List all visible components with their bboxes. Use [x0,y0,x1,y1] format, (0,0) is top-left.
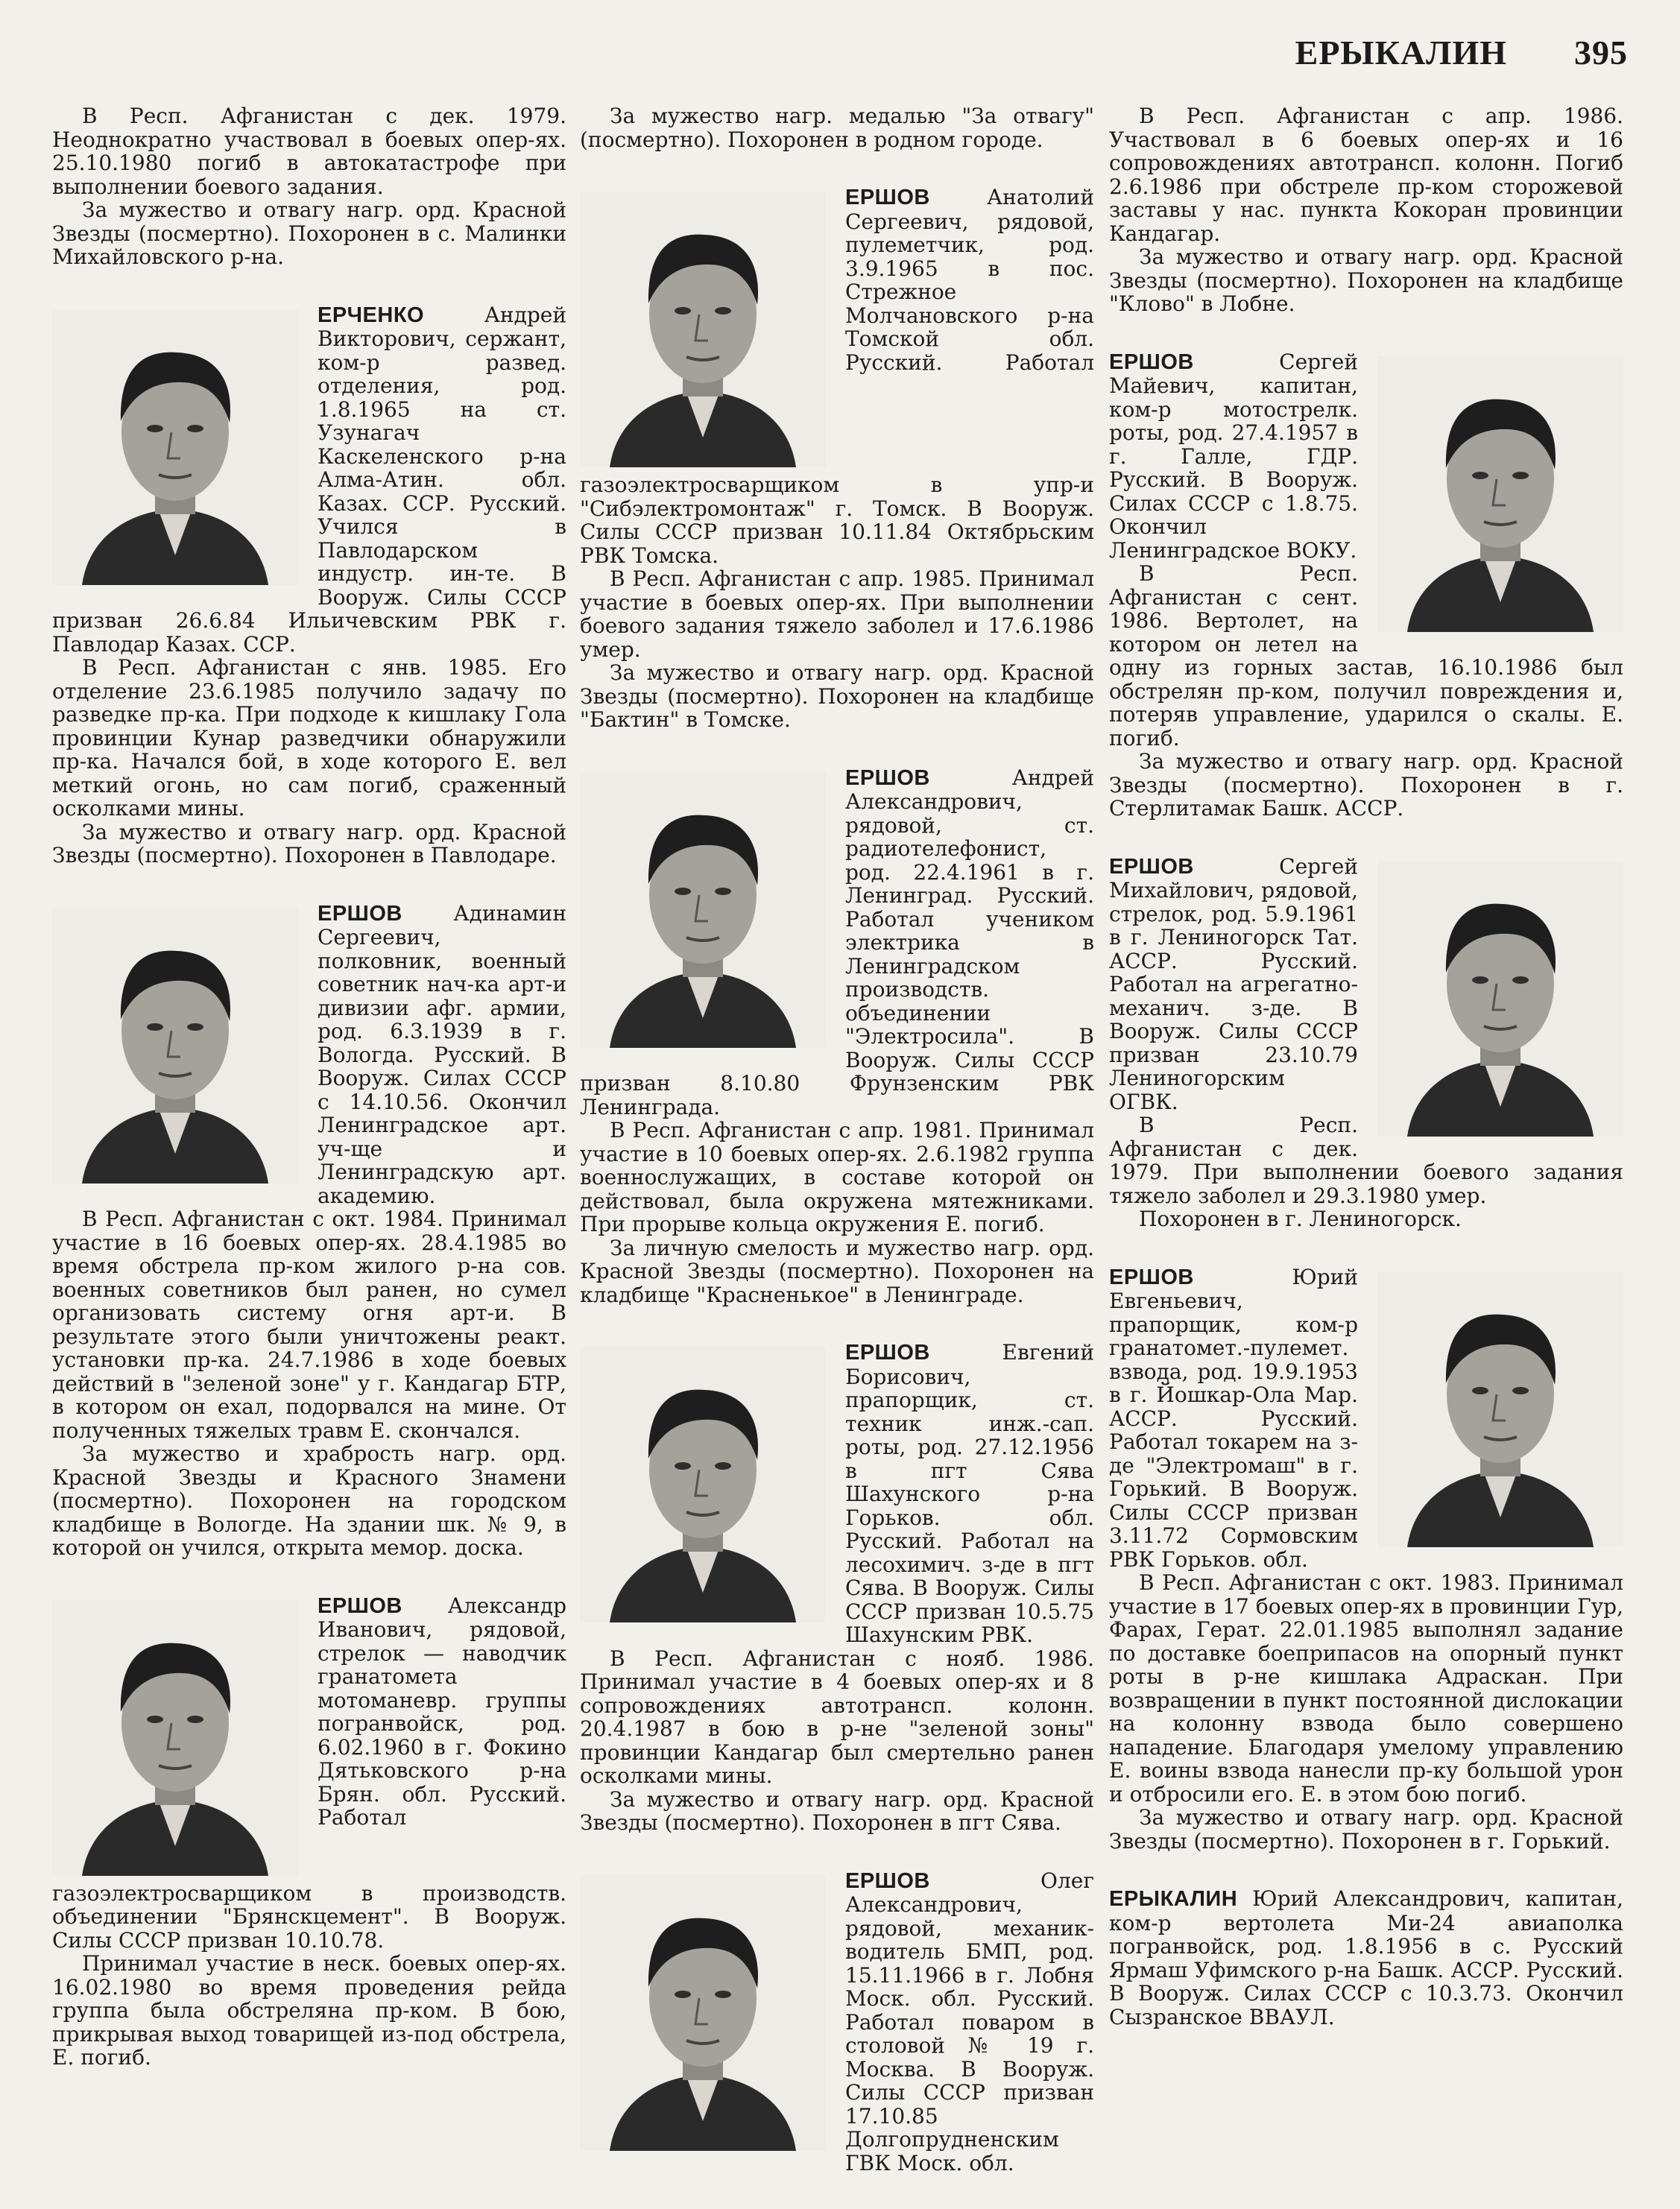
entry-paragraph: В Респ. Афганистан с сент. 1986. Вертолет, на котором он летел на одну из горных застав, 16.10.1986 был обстрелян пр-ком, получил повреждения и, потеряв управление, ударился о скалы. Е. погиб. [1109,561,1623,750]
entry-surname: ЕРШОВ [845,765,930,790]
entry-paragraph: В Респ. Афганистан с апр. 1981. Принимал участие в 10 боевых опер-ях. 2.6.1982 группа военнослужащих, в составе которой он действовал, была окружена мятежниками. При прорыве кольца окружения Е. погиб. [580,1118,1094,1236]
entry-surname: ЕРШОВ [1109,1265,1194,1289]
entry-paragraph: За мужество и отвагу нагр. орд. Красной Звезды (посмертно). Похоронен на кладбище "Бактин" в Томске. [580,660,1094,732]
entry-bio: Анатолий Сергеевич, рядовой, пулеметчик, род. 3.9.1965 в пос. Стрежное Молчановского р-на Томской обл. Русский. Работал газоэлектросварщиком в упр-и "Сибэлектромонтаж" г. Томск. В Вооруж. Силы СССР призван 10.11.84 Октябрьским РВК Томска. [580,185,1094,568]
entry-erchenko [52,303,566,868]
entry-ershov-adinamin [52,902,566,1560]
column-3 [1109,104,1623,2063]
entry-surname: ЕРЧЕНКО [318,303,425,327]
entry-bio: Сергей Майевич, капитан, ком-р мотострелк. роты, род. 27.4.1957 в г. Галле, ГДР. Русский. В Вооруж. Силах СССР с 1.8.75. Окончил Ленинградское ВОКУ. [1109,349,1358,563]
entry-ershov-anatoliy [580,186,1094,732]
entry-paragraph: За мужество нагр. медалью "За отвагу" (посмертно). Похоронен в родном городе. [580,104,1094,152]
entry-paragraph: За мужество и отвагу нагр. орд. Красной Звезды (посмертно). Похоронен в пгт Сява. [580,1786,1094,1835]
entry-surname: ЕРШОВ [845,186,930,209]
entry-paragraph: В Респ. Афганистан с дек. 1979. Неоднократно участвовал в боевых опер-ях. 25.10.1980 погиб в автокатастрофе при выполнении боевого задания. [52,104,566,199]
portrait-photo [580,192,826,467]
entry-surname: ЕРШОВ [1109,350,1194,374]
entry-surname: ЕРШОВ [1109,854,1194,879]
entry-bio: Юрий Александрович, капитан, ком-р вертолета Ми-24 авиаполка погранвойск, род. 1.8.1956 в с. Русский Ярмаш Уфимского р-на Башк. АССР. Русский. В Вооруж. Силах СССР с 10.3.73. Окончил Сызранское ВВАУЛ. [1109,1886,1623,2029]
entry-paragraph: За мужество и отвагу нагр. орд. Красной Звезды (посмертно). Похоронен в г. Стерлитамак Башк. АССР. [1109,749,1623,821]
portrait-photo [1377,1271,1623,1547]
entry-bio: Андрей Викторович, сержант, ком-р развед. отделения, род. 1.8.1965 на ст. Узунагач Каскеленского р-на Алма-Атин. обл. Казах. ССР. Русский. Учился в Павлодарском индустр. ин-те. В Вооруж. Силы СССР призван 26.6.84 Ильичевским РВК г. Павлодар Казах. ССР. [52,302,566,657]
entry-paragraph: Похоронен в г. Лениногорск. [1139,1207,1462,1231]
entry-ershov-oleg [580,1869,1094,2175]
entry-paragraph: В Респ. Афганистан с нояб. 1986. Принимал участие в 4 боевых опер-ях и 8 сопровождениях автотрансп. колонн. 20.4.1987 в бою в р-не "зеленой зоны" провинции Кандагар был смертельно ранен осколками мины. [580,1646,1094,1788]
portrait-photo [580,1347,826,1622]
portrait-photo [1377,861,1623,1137]
entry-paragraph: В Респ. Афганистан с апр. 1985. Принимал участие в боевых опер-ях. При выполнении боевого задания тяжело заболел и 17.6.1986 умер. [580,566,1094,662]
entry-bio: Андрей Александрович, рядовой, ст. радиотелефонист, род. 22.4.1961 в г. Ленинград. Русский. Работал учеником электрика в Ленинградском производств. объединении "Электросила". В Вооруж. Силы СССР призван 8.10.80 Фрунзенским РВК Ленинграда. [580,765,1094,1119]
entry-paragraph: Принимал участие в неск. боевых опер-ях. 16.02.1980 во время проведения рейда группа была обстреляна пр-ком. В бою, прикрывая выход товарищей из-под обстрела, Е. погиб. [52,1951,566,2070]
portrait-photo [580,772,826,1048]
entry-bio: Олег Александрович, рядовой, механик-водитель БМП, род. 15.11.1966 в г. Лобня Моск. обл. Русский. Работал поваром в столовой № 19 г. Москва. В Вооруж. Силы СССР призван 17.10.85 Долгопрудненским ГВК Моск. обл. [845,1868,1094,2175]
entry-surname: ЕРШОВ [845,1868,930,1893]
entry-continuation [1109,104,1623,316]
entry-paragraph: За мужество и отвагу нагр. орд. Красной Звезды (посмертно). Похоронен на кладбище "Клово" в Лобне. [1109,244,1623,316]
entry-paragraph: В Респ. Афганистан с апр. 1986. Участвовал в 6 боевых опер-ях и 16 сопровождениях автотрансп. колонн. Погиб 2.6.1986 при обстреле пр-ком сторожевой заставы у нас. пункта Кокоран провинции Кандагар. [1109,104,1623,246]
entry-paragraph: В Респ. Афганистан с окт. 1983. Принимал участие в 17 боевых опер-ях в провинции Гур, Фарах, Герат. 22.01.1985 выполнял задание по доставке боеприпасов на опорный пункт роты в р-не кишлака Адраскан. При возвращении в пункт постоянной дислокации на колонну взвода было совершено нападение. Благодаря умелому управлению Е. воины взвода нанесли пр-ку большой урон и отбросили его. Е. в этом бою погиб. [1109,1570,1623,1807]
entry-ershov-andrey [580,766,1094,1307]
entry-paragraph: В Респ. Афганистан с янв. 1985. Его отделение 23.6.1985 получило задачу по разведке пр-ка. При подходе к кишлаку Гола провинции Кунар разведчики обнаружили пр-ка. Начался бой, в ходе которого Е. вел меткий огонь, но сам погиб, сраженный осколками мины. [52,655,566,821]
entry-ershov-aleksandr [52,1594,566,2070]
running-head: ЕРЫКАЛИН [1295,34,1507,72]
entry-paragraph: За личную смелость и мужество нагр. орд. Красной Звезды (посмертно). Похоронен на кладбище "Красненькое" в Ленинграде. [580,1235,1094,1307]
entry-paragraph: За мужество и отвагу нагр. орд. Красной Звезды (посмертно). Похоронен в г. Горький. [1109,1805,1623,1854]
entry-bio: Александр Иванович, рядовой, стрелок — наводчик гранатомета мотоманевр. группы погранвойск, род. 6.02.1960 в г. Фокино Дятьковского р-на Брян. обл. Русский. Работал газоэлектросварщиком в производств. объединении "Брянскцемент". В Вооруж. Силы СССР призван 10.10.78. [52,1593,566,1953]
portrait-photo [52,908,298,1183]
entry-paragraph: За мужество и отвагу нагр. орд. Красной Звезды (посмертно). Похоронен в Павлодаре. [52,819,566,868]
entry-paragraph: За мужество и отвагу нагр. орд. Красной Звезды (посмертно). Похоронен в с. Малинки Михайловского р-на. [52,197,566,269]
entry-erykalin [1109,1887,1623,2029]
entry-surname: ЕРЫКАЛИН [1109,1887,1238,1911]
entry-lead [1109,1887,1623,2029]
entry-bio: Сергей Михайлович, рядовой, стрелок, род. 5.9.1961 в г. Лениногорск Тат. АССР. Русский. Работал на агрегатно-механич. з-де. В Вооруж. Силы СССР призван 23.10.79 Лениногорским ОГВК. [1109,853,1358,1114]
entry-ershov-sergey-mikh [1109,855,1623,1231]
entry-surname: ЕРШОВ [845,1341,930,1365]
entry-paragraph: За мужество и храбрость нагр. орд. Красной Звезды и Красного Знамени (посмертно). Похоронен на городском кладбище в Вологде. На здании шк. № 9, в которой он учился, открыта мемор. доска. [52,1441,566,1560]
entry-bio: Юрий Евгеньевич, прапорщик, ком-р гранатомет.-пулемет. взвода, род. 19.9.1953 в г. Йошкар-Ола Мар. АССР. Русский. Работал токарем на з-де "Электромаш" в г. Горький. В Вооруж. Силы СССР призван 3.11.72 Сормовским РВК Горьков. обл. [1109,1264,1358,1572]
entry-paragraph: В Респ. Афганистан с окт. 1984. Принимал участие в 16 боевых опер-ях. 28.4.1985 во время обстрела пр-ком жилого р-на сов. военных советников был ранен, но сумел организовать систему огня арт-и. В результате этого были уничтожены реакт. установки пр-ка. 24.7.1986 в ходе боевых действий в "зеленой зоне" у г. Кандагар БТР, в котором он ехал, подорвался на мине. От полученных тяжелых травм Е. скончался. [52,1207,566,1443]
page-number: 395 [1574,34,1628,72]
column-2 [580,104,1094,2209]
entry-continuation [580,104,1094,151]
entry-surname: ЕРШОВ [318,901,402,926]
column-1 [52,104,566,2104]
entry-paragraph: В Респ. Афганистан с дек. 1979. При выполнении боевого задания тяжело заболел и 29.3.1980 умер. [1109,1113,1623,1208]
entry-continuation [52,104,566,269]
entry-ershov-yuriy [1109,1265,1623,1854]
entry-ershov-evgeniy [580,1341,1094,1835]
entry-bio: Евгений Борисович, прапорщик, ст. техник инж.-сап. роты, род. 27.12.1956 в пгт Сява Шахунского р-на Горьков. обл. Русский. Работал на лесохимич. з-де в пгт Сява. В Вооруж. Силы СССР призван 10.5.75 Шахунским РВК. [845,1340,1094,1647]
entry-bio: Адинамин Сергеевич, полковник, военный советник нач-ка арт-и дивизии афг. армии, род. 6.3.1939 в г. Вологда. Русский. В Вооруж. Силах СССР с 14.10.56. Окончил Ленинградское арт. уч-ще и Ленинградскую арт. академию. [318,900,566,1208]
portrait-photo [52,309,298,585]
portrait-photo [1377,356,1623,632]
entry-ershov-sergey-m [1109,350,1623,821]
portrait-photo [580,1875,826,2151]
page-header [1295,33,1628,72]
entry-surname: ЕРШОВ [318,1593,402,1618]
portrait-photo [52,1600,298,1876]
